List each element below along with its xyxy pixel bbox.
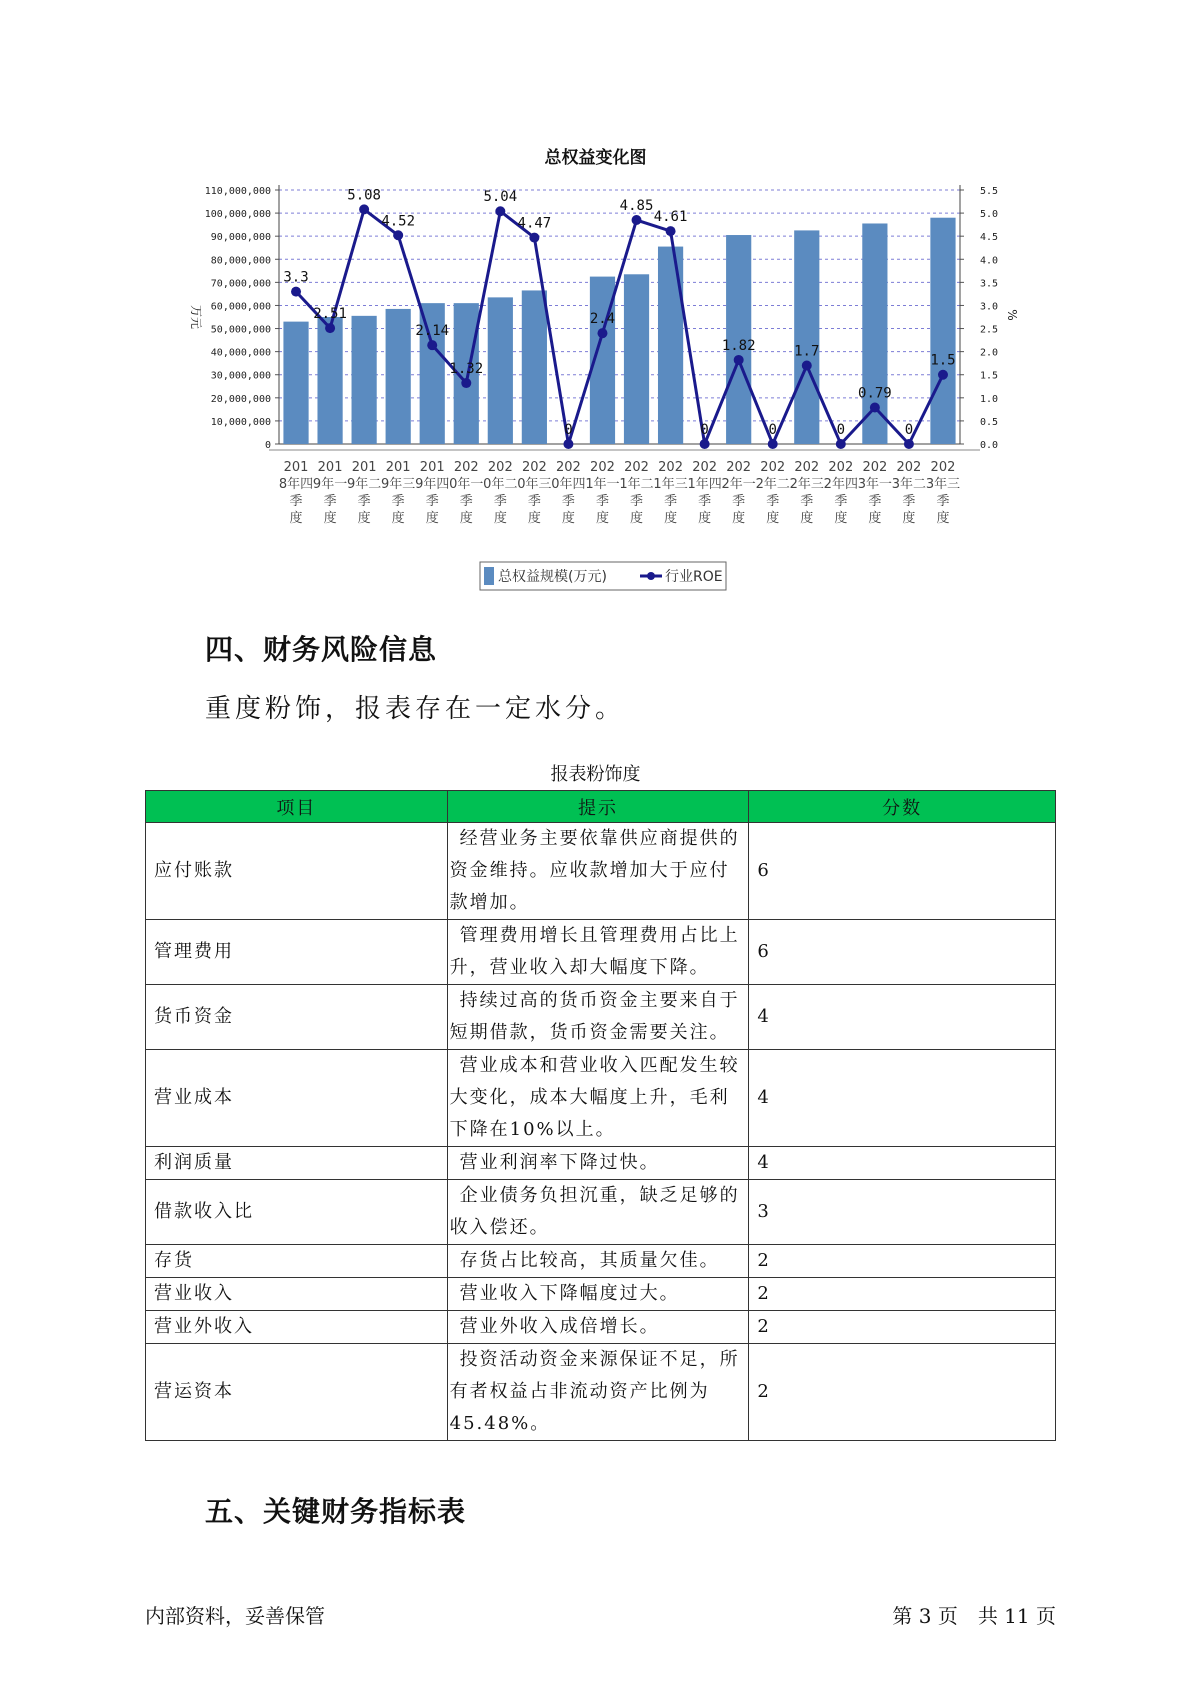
roe-data-label: 0.79: [858, 385, 892, 402]
row-score: 6: [749, 920, 1056, 985]
right-tick-label: 1.5: [980, 370, 999, 382]
row-hint: 存货占比较高，其质量欠佳。: [447, 1245, 749, 1278]
roe-data-label: 0: [700, 422, 709, 438]
row-hint: 营业收入下降幅度过大。: [447, 1278, 749, 1311]
row-score: 4: [749, 1050, 1056, 1147]
chart-title: 总权益变化图: [544, 148, 647, 168]
table-row: [146, 1311, 1056, 1344]
roe-point: [904, 439, 914, 449]
row-hint: 管理费用增长且管理费用占比上升，营业收入却大幅度下降。: [447, 920, 749, 985]
row-hint: 持续过高的货币资金主要来自于短期借款，货币资金需要关注。: [447, 985, 749, 1050]
row-item: 营运资本: [146, 1344, 448, 1441]
legend-line-marker: [647, 572, 655, 580]
roe-point: [393, 230, 403, 240]
roe-point: [700, 439, 710, 449]
table-row: [146, 1245, 1056, 1278]
footer-page-number: 第 3 页 共 11 页: [892, 1604, 1056, 1628]
roe-point: [427, 340, 437, 350]
x-tick-label: 202 2年二季度: [755, 460, 790, 526]
right-tick-label: 0.5: [980, 416, 999, 428]
row-item: 存货: [146, 1245, 448, 1278]
bar: [386, 309, 411, 444]
roe-point: [734, 355, 744, 365]
row-item: 货币资金: [146, 985, 448, 1050]
x-tick-label: 202 0年四季度: [551, 460, 586, 526]
section-heading-risk: 四、财务风险信息: [205, 633, 438, 666]
right-tick-label: 0.0: [980, 440, 999, 451]
left-tick-label: 80,000,000: [210, 255, 271, 267]
roe-data-label: 2.4: [589, 311, 616, 328]
table-row: [146, 985, 1056, 1050]
roe-point: [597, 328, 607, 338]
left-axis-title: 万元: [189, 304, 203, 330]
right-tick-label: 3.5: [980, 278, 999, 290]
table-row: [146, 1050, 1056, 1147]
roe-point: [802, 360, 812, 370]
roe-point: [495, 206, 505, 216]
x-tick-label: 202 1年四季度: [687, 460, 722, 526]
x-tick-label: 202 0年一季度: [449, 460, 484, 526]
row-hint: 企业债务负担沉重，缺乏足够的收入偿还。: [447, 1180, 749, 1245]
left-tick-label: 90,000,000: [210, 232, 271, 244]
bar: [794, 230, 819, 444]
bar: [522, 290, 547, 444]
table-row: [146, 920, 1056, 985]
x-tick-label: 202 3年三季度: [925, 460, 961, 526]
bar: [352, 316, 377, 444]
roe-point: [461, 378, 471, 388]
x-tick-label: 202 2年一季度: [721, 460, 756, 526]
left-tick-label: 10,000,000: [210, 416, 271, 428]
table-row: [146, 1278, 1056, 1311]
roe-point: [666, 226, 676, 236]
left-tick-label: 20,000,000: [210, 393, 271, 405]
x-tick-label: 201 9年二季度: [346, 460, 382, 526]
equity-chart: [0, 0, 1191, 600]
bar: [930, 218, 955, 444]
row-score: 4: [749, 1147, 1056, 1180]
bar: [317, 317, 342, 444]
x-tick-label: 202 1年三季度: [653, 460, 688, 526]
bar: [488, 297, 513, 444]
bar: [658, 247, 683, 444]
table-header-row: [146, 791, 1056, 823]
row-score: 2: [749, 1311, 1056, 1344]
roe-point: [768, 439, 778, 449]
x-tick-label: 202 2年三季度: [789, 460, 824, 526]
x-tick-label: 202 0年二季度: [483, 460, 518, 526]
right-axis-title: %: [1005, 309, 1019, 321]
table-row: [146, 1147, 1056, 1180]
row-hint: 投资活动资金来源保证不足，所有者权益占非流动资产比例为45.48%。: [447, 1344, 749, 1441]
roe-data-label: 1.7: [794, 343, 820, 360]
right-tick-label: 1.0: [980, 393, 999, 405]
left-tick-label: 30,000,000: [210, 370, 271, 382]
right-tick-label: 3.0: [980, 301, 999, 313]
row-score: 3: [749, 1180, 1056, 1245]
x-tick-label: 201 8年四季度: [278, 460, 314, 526]
left-tick-label: 40,000,000: [210, 347, 271, 359]
header-hint: 提示: [447, 791, 749, 823]
x-tick-label: 201 9年一季度: [312, 460, 348, 526]
footer-confidential: 内部资料，妥善保管: [145, 1604, 325, 1628]
left-tick-label: 110,000,000: [204, 186, 271, 197]
roe-data-label: 3.3: [283, 269, 309, 286]
roe-data-label: 0: [564, 422, 573, 438]
row-item: 营业外收入: [146, 1311, 448, 1344]
right-tick-label: 2.0: [980, 347, 999, 359]
roe-point: [870, 403, 880, 413]
roe-data-label: 4.47: [517, 215, 552, 232]
roe-data-label: 4.85: [619, 198, 654, 215]
roe-point: [291, 287, 301, 297]
roe-data-label: 1.32: [449, 361, 484, 378]
row-hint: 营业外收入成倍增长。: [447, 1311, 749, 1344]
roe-point: [938, 370, 948, 380]
header-item: 项目: [146, 791, 448, 823]
row-item: 管理费用: [146, 920, 448, 985]
section-heading-indicators: 五、关键财务指标表: [205, 1495, 467, 1528]
roe-data-label: 2.14: [415, 323, 450, 340]
right-tick-label: 5.0: [980, 209, 999, 221]
table-row: [146, 1180, 1056, 1245]
roe-data-label: 0: [904, 422, 914, 438]
roe-data-label: 1.82: [721, 337, 756, 354]
roe-point: [359, 204, 369, 214]
legend-bar-swatch: [484, 567, 494, 585]
row-item: 营业收入: [146, 1278, 448, 1311]
x-tick-label: 202 2年四季度: [823, 460, 858, 526]
left-tick-label: 60,000,000: [210, 301, 271, 313]
roe-point: [563, 439, 573, 449]
x-tick-label: 202 3年二季度: [891, 460, 927, 526]
x-tick-label: 201 9年三季度: [381, 460, 416, 526]
roe-point: [836, 439, 846, 449]
legend-bar-label: 总权益规模(万元): [498, 569, 607, 585]
bar: [624, 274, 649, 444]
roe-point: [632, 215, 642, 225]
x-tick-label: 202 1年一季度: [585, 460, 620, 526]
row-item: 应付账款: [146, 823, 448, 920]
table-row: [146, 1344, 1056, 1441]
left-tick-label: 70,000,000: [210, 278, 271, 290]
row-hint: 营业利润率下降过快。: [447, 1147, 749, 1180]
row-score: 6: [749, 823, 1056, 920]
x-tick-label: 202 0年三季度: [517, 460, 552, 526]
x-tick-label: 202 3年一季度: [857, 460, 893, 526]
header-score: 分数: [749, 791, 1056, 823]
roe-point: [529, 233, 539, 243]
table-caption: 报表粉饰度: [550, 764, 641, 785]
risk-summary-text: 重度粉饰，报表存在一定水分。: [205, 694, 626, 724]
left-tick-label: 0: [264, 440, 271, 451]
x-tick-label: 202 1年二季度: [619, 460, 654, 526]
legend-line-label: 行业ROE: [665, 569, 723, 585]
roe-data-label: 5.08: [347, 187, 381, 204]
row-item: 借款收入比: [146, 1180, 448, 1245]
roe-data-label: 0: [768, 422, 777, 438]
right-tick-label: 4.5: [980, 232, 999, 244]
row-score: 4: [749, 985, 1056, 1050]
roe-data-label: 4.61: [653, 209, 688, 226]
right-tick-label: 2.5: [980, 324, 999, 336]
risk-table: [145, 790, 1056, 1441]
x-tick-label: 201 9年四季度: [415, 460, 450, 526]
roe-data-label: 5.04: [483, 189, 518, 206]
right-tick-label: 5.5: [980, 186, 999, 197]
bar: [283, 322, 308, 444]
roe-point: [325, 323, 335, 333]
row-score: 2: [749, 1245, 1056, 1278]
row-hint: 经营业务主要依靠供应商提供的资金维持。应收款增加大于应付款增加。: [447, 823, 749, 920]
row-item: 营业成本: [146, 1050, 448, 1147]
row-score: 2: [749, 1344, 1056, 1441]
table-row: [146, 823, 1056, 920]
row-item: 利润质量: [146, 1147, 448, 1180]
left-tick-label: 100,000,000: [204, 209, 271, 221]
roe-data-label: 4.52: [381, 213, 416, 230]
roe-data-label: 1.5: [930, 352, 956, 369]
roe-data-label: 0: [836, 422, 846, 438]
roe-data-label: 2.51: [313, 306, 347, 323]
row-hint: 营业成本和营业收入匹配发生较大变化，成本大幅度上升，毛利下降在10%以上。: [447, 1050, 749, 1147]
row-score: 2: [749, 1278, 1056, 1311]
left-tick-label: 50,000,000: [210, 324, 271, 336]
right-tick-label: 4.0: [980, 255, 999, 267]
